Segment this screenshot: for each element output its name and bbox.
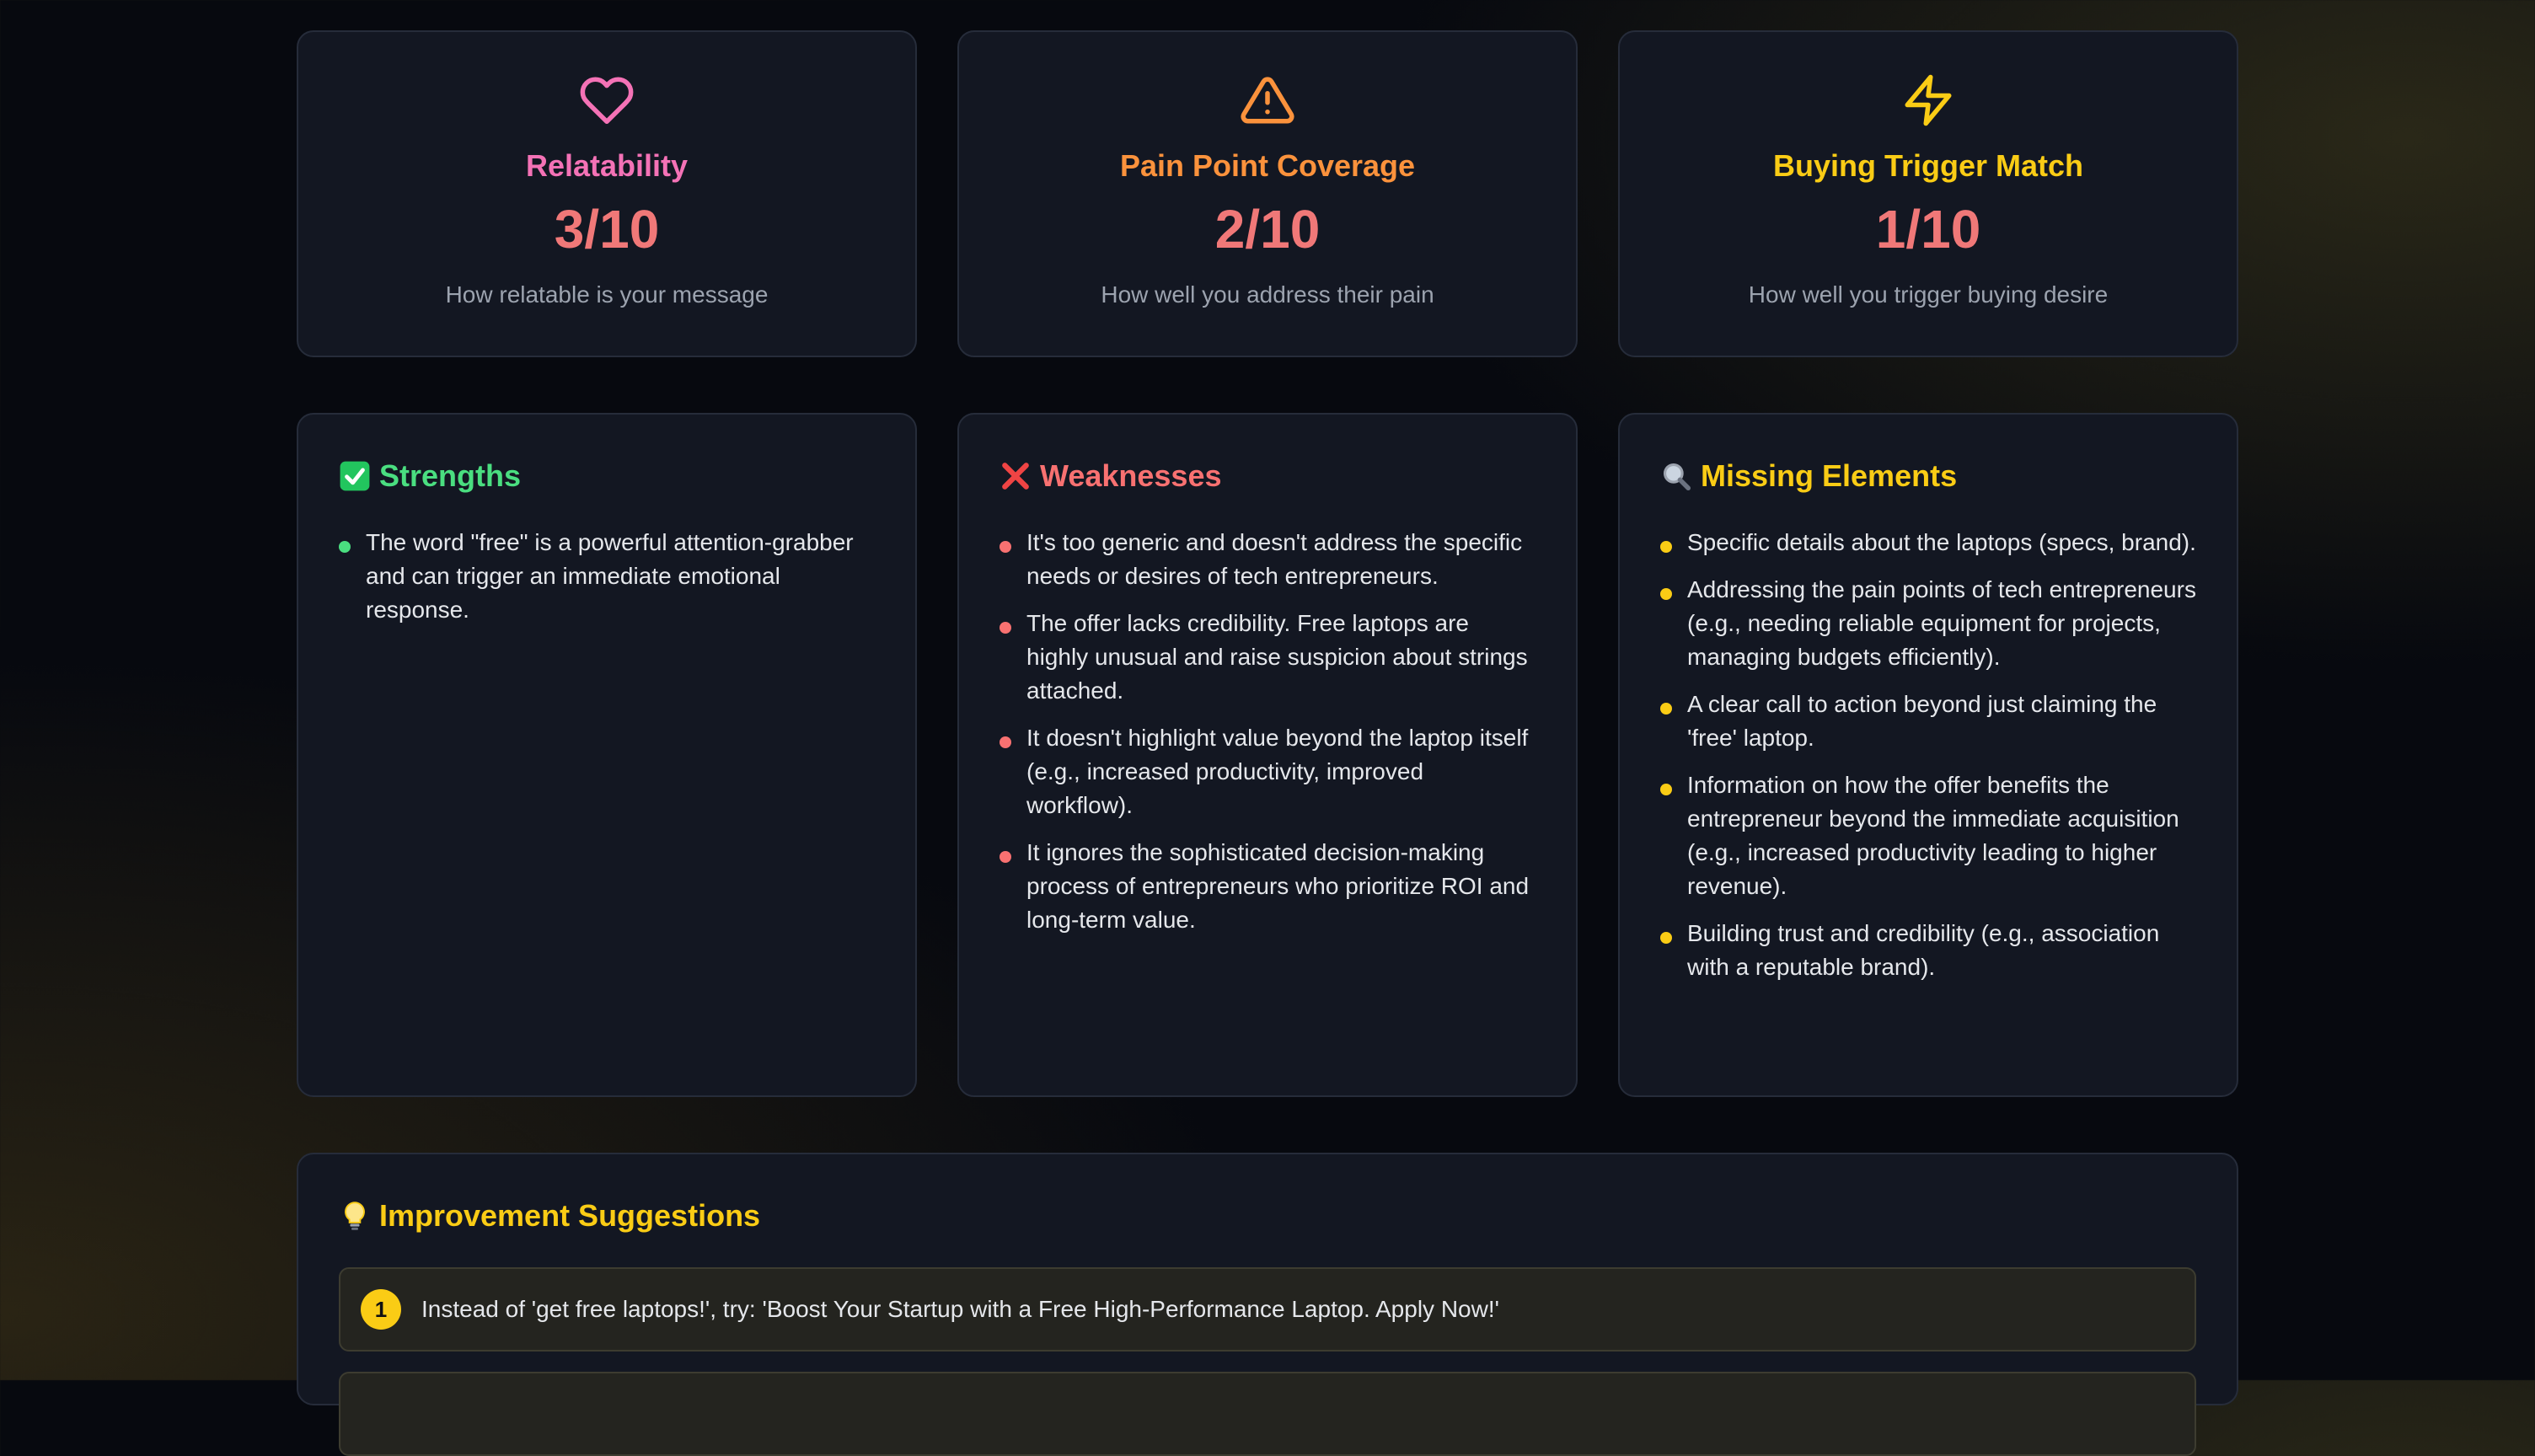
list-item: It doesn't highlight value beyond the laptop itself (e.g., increased productivity, improved workflow). (1000, 721, 1535, 822)
score-card-relatability (297, 30, 917, 357)
bullet-dot (1660, 541, 1672, 553)
list-item: Information on how the offer benefits the entrepreneur beyond the immediate acquisition (e.g., increased productivity leading to higher revenue). (1660, 768, 2196, 903)
missing-elements-heading (1660, 458, 2196, 494)
bullet-dot (1660, 784, 1672, 795)
suggestion-item-partial (339, 1372, 2196, 1456)
weaknesses-list (1000, 526, 1535, 937)
bullet-dot (1660, 932, 1672, 944)
list-item: The word "free" is a powerful attention-grabber and can trigger an immediate emotional response. (339, 526, 875, 627)
bullet-dot (339, 541, 351, 553)
weaknesses-heading (1000, 458, 1535, 494)
weaknesses-card (957, 413, 1578, 1097)
bullet-dot (1000, 736, 1011, 748)
list-item: Specific details about the laptops (specs, brand). (1660, 526, 2196, 559)
weaknesses-title: Weaknesses (1040, 458, 1222, 493)
score-value: 1/10 (1875, 199, 1981, 260)
improvement-suggestions-card (297, 1153, 2238, 1405)
score-cards (297, 30, 2238, 357)
strengths-heading (339, 458, 875, 494)
score-title: Relatability (525, 148, 689, 183)
score-value: 2/10 (1214, 199, 1321, 260)
bullet-dot (1000, 622, 1011, 634)
lightning-bolt-icon (1900, 72, 1956, 128)
suggestion-item (339, 1267, 2196, 1352)
bullet-dot (1000, 851, 1011, 863)
list-item: A clear call to action beyond just claiming the 'free' laptop. (1660, 688, 2196, 755)
score-title: Pain Point Coverage (1119, 148, 1416, 183)
warning-triangle-icon (1240, 72, 1295, 128)
cross-mark-icon (1000, 460, 1032, 492)
list-item: Building trust and credibility (e.g., association with a reputable brand). (1660, 917, 2196, 984)
suggestion-text: Instead of 'get free laptops!', try: 'Boost Your Startup with a Free High-Performance Laptop. Apply Now!' (421, 1296, 1499, 1322)
analysis-cards (297, 413, 2238, 1097)
list-item: It ignores the sophisticated decision-making process of entrepreneurs who prioritize ROI and long-term value. (1000, 836, 1535, 937)
improvement-suggestions-title: Improvement Suggestions (379, 1198, 761, 1233)
bullet-dot (1660, 588, 1672, 600)
missing-elements-title: Missing Elements (1701, 458, 1958, 493)
check-mark-icon (339, 460, 371, 492)
strengths-title: Strengths (379, 458, 522, 493)
score-card-pain-point-coverage (957, 30, 1578, 357)
list-item: It's too generic and doesn't address the specific needs or desires of tech entrepreneurs. (1000, 526, 1535, 593)
strengths-card (297, 413, 917, 1097)
score-description: How well you address their pain (1101, 281, 1434, 308)
strengths-list (339, 526, 875, 627)
missing-elements-card (1618, 413, 2238, 1097)
bullet-dot (1000, 541, 1011, 553)
score-title: Buying Trigger Match (1772, 148, 2084, 183)
suggestion-number-badge: 1 (361, 1289, 401, 1330)
score-card-buying-trigger-match (1618, 30, 2238, 357)
list-item: The offer lacks credibility. Free laptops are highly unusual and raise suspicion about strings attached. (1000, 607, 1535, 708)
list-item: Addressing the pain points of tech entrepreneurs (e.g., needing reliable equipment for projects, managing budgets efficiently). (1660, 573, 2196, 674)
bullet-dot (1660, 703, 1672, 715)
score-description: How relatable is your message (445, 281, 769, 308)
score-value: 3/10 (554, 199, 660, 260)
light-bulb-icon (339, 1200, 371, 1232)
heart-icon (579, 72, 635, 128)
magnifying-glass-icon (1660, 460, 1692, 492)
score-description: How well you trigger buying desire (1748, 281, 2109, 308)
missing-elements-list (1660, 526, 2196, 984)
analysis-report (297, 30, 2238, 1405)
improvement-suggestions-heading (339, 1198, 2196, 1234)
